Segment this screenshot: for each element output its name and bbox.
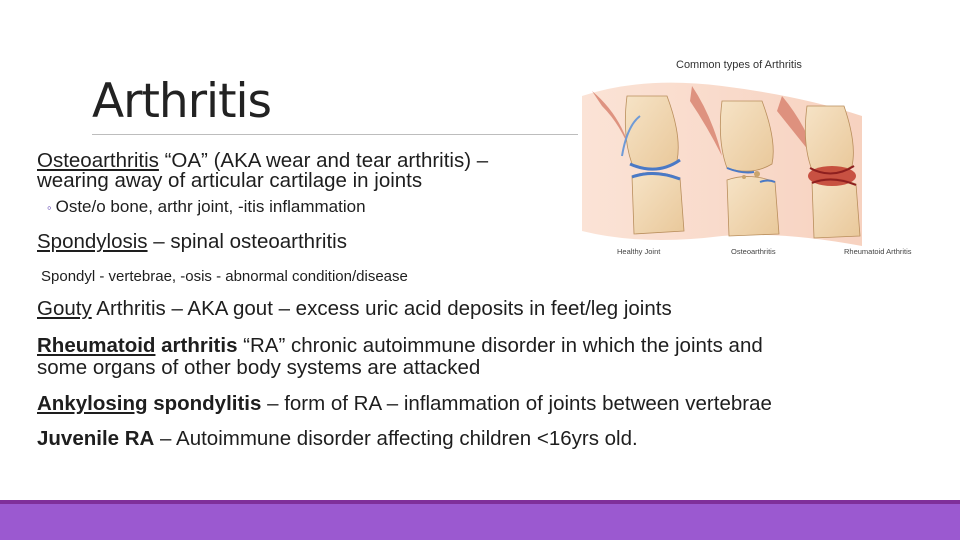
bullet-icon: ◦ — [47, 200, 52, 215]
ankylosing-bold: spondylitis — [147, 392, 262, 415]
osteoarthritis-desc: “OA” (AKA wear and tear arthritis) – — [158, 149, 489, 172]
spondylosis-term: Spondylosis — [37, 230, 148, 253]
juvenile-line — [37, 428, 638, 450]
osteoarthritis-term: Osteoarthritis — [37, 149, 159, 172]
knee-joint-illustration — [582, 56, 862, 266]
rheumatoid-arthritis-label: Rheumatoid Arthritis — [844, 247, 912, 256]
spondylosis-line — [37, 231, 347, 253]
osteoarthritis-sub-text: Oste/o bone, arthr joint, -itis inflammation — [55, 197, 366, 216]
title-divider — [92, 134, 578, 135]
rheumatoid-desc-2: some organs of other body systems are attacked — [37, 356, 481, 379]
osteoarthritis-sub-bullet — [47, 196, 366, 219]
rheumatoid-bold: arthritis — [155, 334, 238, 357]
gouty-desc: Arthritis – AKA gout – excess uric acid deposits in feet/leg joints — [91, 297, 672, 320]
rheumatoid-line — [37, 335, 763, 357]
figure-caption: Common types of Arthritis — [676, 59, 802, 71]
osteoarthritis-label: Osteoarthritis — [731, 247, 776, 256]
rheumatoid-desc: “RA” chronic autoimmune disorder in which the joints and — [237, 334, 763, 357]
spondylosis-desc: – spinal osteoarthritis — [147, 230, 347, 253]
slide-title: Arthritis — [92, 74, 272, 129]
spondylosis-sub-text: Spondyl - vertebrae, -osis - abnormal condition/disease — [41, 268, 408, 285]
ankylosing-line — [37, 393, 772, 415]
juvenile-term: Juvenile RA — [37, 427, 155, 450]
ankylosing-desc: – form of RA – inflammation of joints between vertebrae — [261, 392, 772, 415]
rheumatoid-term: Rheumatoid — [37, 334, 156, 357]
ankylosing-term: Ankylosing — [37, 392, 148, 415]
healthy-joint-label: Healthy Joint — [617, 247, 661, 256]
juvenile-desc: – Autoimmune disorder affecting children <16yrs old. — [154, 427, 638, 450]
gouty-term: Gouty — [37, 297, 92, 320]
osteoarthritis-desc-2: wearing away of articular cartilage in joints — [37, 169, 423, 192]
gouty-line — [37, 298, 672, 320]
footer-bar — [0, 504, 960, 540]
